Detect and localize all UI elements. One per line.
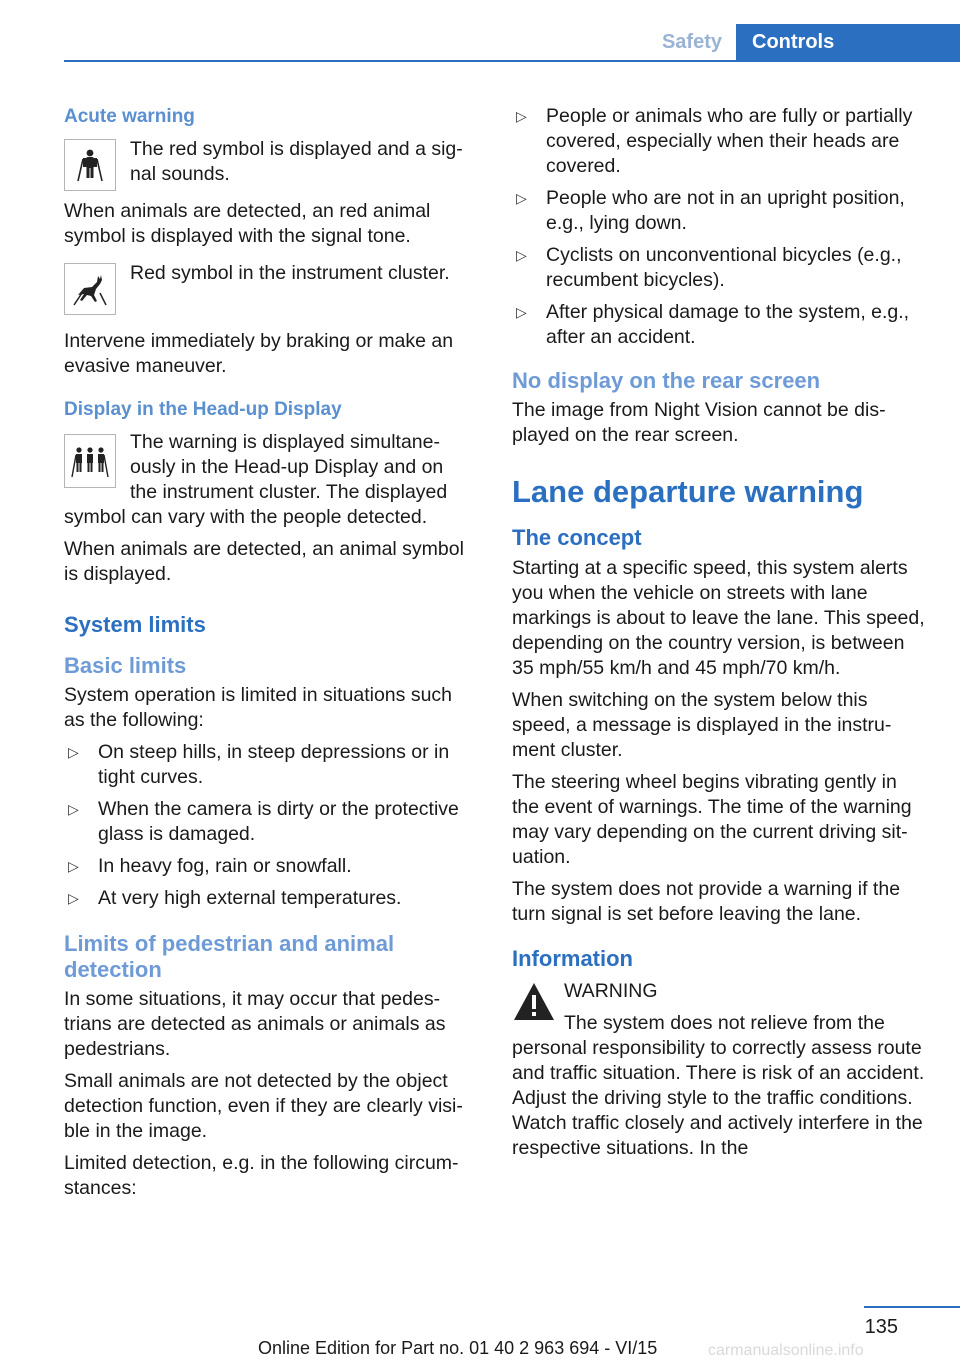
hud-row xyxy=(64,430,472,530)
switching-text: When switching on the system below this speed, a message is displayed in the instru‐ment cluster. xyxy=(512,689,892,761)
list-item: ▷ People who are not in an upright position, e.g., lying down. xyxy=(516,187,905,234)
animals-text: When animals are detected, an red animal symbol is displayed with the signal tone. xyxy=(64,200,431,247)
edition-text: Online Edition for Part no. 01 40 2 963 694 - VI/15 xyxy=(258,1338,658,1358)
red-symbol-text: Red symbol in the instrument cluster. xyxy=(130,262,450,284)
ped-text-3: Limited detection, e.g. in the following circum‐stances: xyxy=(64,1152,459,1199)
hud-heading: Display in the Head-up Display xyxy=(64,399,342,420)
animal-symbol-row xyxy=(64,261,472,315)
bullet-triangle-icon: ▷ xyxy=(516,247,527,263)
turn-signal-text: The system does not provide a warning if the turn signal is set before leaving the lane. xyxy=(512,878,901,925)
tab-safety[interactable]: Safety xyxy=(661,31,722,53)
no-display-heading: No display on the rear screen xyxy=(512,368,821,393)
basic-limits-list xyxy=(64,740,472,911)
lane-departure-heading: Lane departure warning xyxy=(512,474,864,509)
information-heading: Information xyxy=(512,946,633,971)
deer-warning-icon xyxy=(64,263,116,315)
bullet-triangle-icon: ▷ xyxy=(68,858,79,874)
list-item: ▷ Cyclists on unconventional bicycles (e.g., recumbent bicycles). xyxy=(516,244,902,291)
header-rule xyxy=(64,60,960,62)
bullet-triangle-icon: ▷ xyxy=(516,304,527,320)
right-column xyxy=(512,104,926,1161)
page-header xyxy=(0,0,960,62)
concept-text: Starting at a specific speed, this system alerts you when the vehicle on streets with lane markings is about to leave the lane. This speed, depending on the country version, is between 35 mph/55 km/h and 45 mph/70 km/h. xyxy=(512,557,925,679)
people-group-icon xyxy=(64,434,116,488)
steering-text: The steering wheel begins vibrating gently in the event of warnings. The time of the warning may vary depending on the current driving sit‐uation. xyxy=(512,771,912,868)
acute-warning-text: The red symbol is displayed and a sig‐nal sounds. xyxy=(130,138,463,185)
circumstances-list xyxy=(512,104,926,350)
left-column xyxy=(64,104,472,1208)
list-item: ▷ On steep hills, in steep depressions or in tight curves. xyxy=(68,741,450,788)
page-number: 135 xyxy=(864,1316,898,1338)
ped-text-2: Small animals are not detected by the object detection function, even if they are clearly visi‐ble in the image. xyxy=(64,1070,463,1142)
intervene-text: Intervene immediately by braking or make an evasive maneuver. xyxy=(64,330,454,377)
basic-limits-text: System operation is limited in situations such as the following: xyxy=(64,684,453,731)
warning-triangle-icon xyxy=(512,981,556,1023)
bullet-triangle-icon: ▷ xyxy=(516,108,527,124)
list-item: ▷ After physical damage to the system, e.g., after an accident. xyxy=(516,301,910,348)
bullet-triangle-icon: ▷ xyxy=(68,801,79,817)
list-item: ▷ At very high external temperatures. xyxy=(68,887,402,909)
acute-warning-heading: Acute warning xyxy=(64,106,195,127)
watermark: carmanualsonline.info xyxy=(708,1342,864,1359)
hud-text: The warning is displayed simultane‐ously in the Head-up Display and on the instrument cluster. The displayed symbol can vary with the people detected. xyxy=(64,431,448,528)
list-item: ▷ In heavy fog, rain or snowfall. xyxy=(68,855,352,877)
warning-text: The system does not relieve from the personal responsibility to correctly assess route and traffic situation. There is risk of an accident. Adjust the driving style to the traffic conditions. Watch traffic closely and actively interfere in the respective situations. In the xyxy=(512,1012,925,1159)
tab-controls[interactable]: Controls xyxy=(736,24,960,61)
warning-block xyxy=(512,979,926,1161)
acute-warning-row xyxy=(64,137,472,191)
ped-text-1: In some situations, it may occur that pedes‐trians are detected as animals or animals as pedestrians. xyxy=(64,988,446,1060)
system-limits-heading: System limits xyxy=(64,612,206,637)
concept-heading: The concept xyxy=(512,525,642,550)
bullet-triangle-icon: ▷ xyxy=(68,890,79,906)
ped-limits-heading: Limits of pedestrian and animal detection xyxy=(64,931,395,982)
footer-rule xyxy=(864,1306,960,1308)
pedestrian-warning-icon xyxy=(64,139,116,191)
basic-limits-heading: Basic limits xyxy=(64,653,187,678)
bullet-triangle-icon: ▷ xyxy=(516,190,527,206)
no-display-text: The image from Night Vision cannot be dis‐played on the rear screen. xyxy=(512,399,886,446)
hud-animals-text: When animals are detected, an animal symbol is displayed. xyxy=(64,538,464,585)
bullet-triangle-icon: ▷ xyxy=(68,744,79,760)
list-item: ▷ When the camera is dirty or the protective glass is damaged. xyxy=(68,798,459,845)
list-item: ▷ People or animals who are fully or partially covered, especially when their heads are covered. xyxy=(516,105,913,177)
warning-label: WARNING xyxy=(564,980,658,1002)
